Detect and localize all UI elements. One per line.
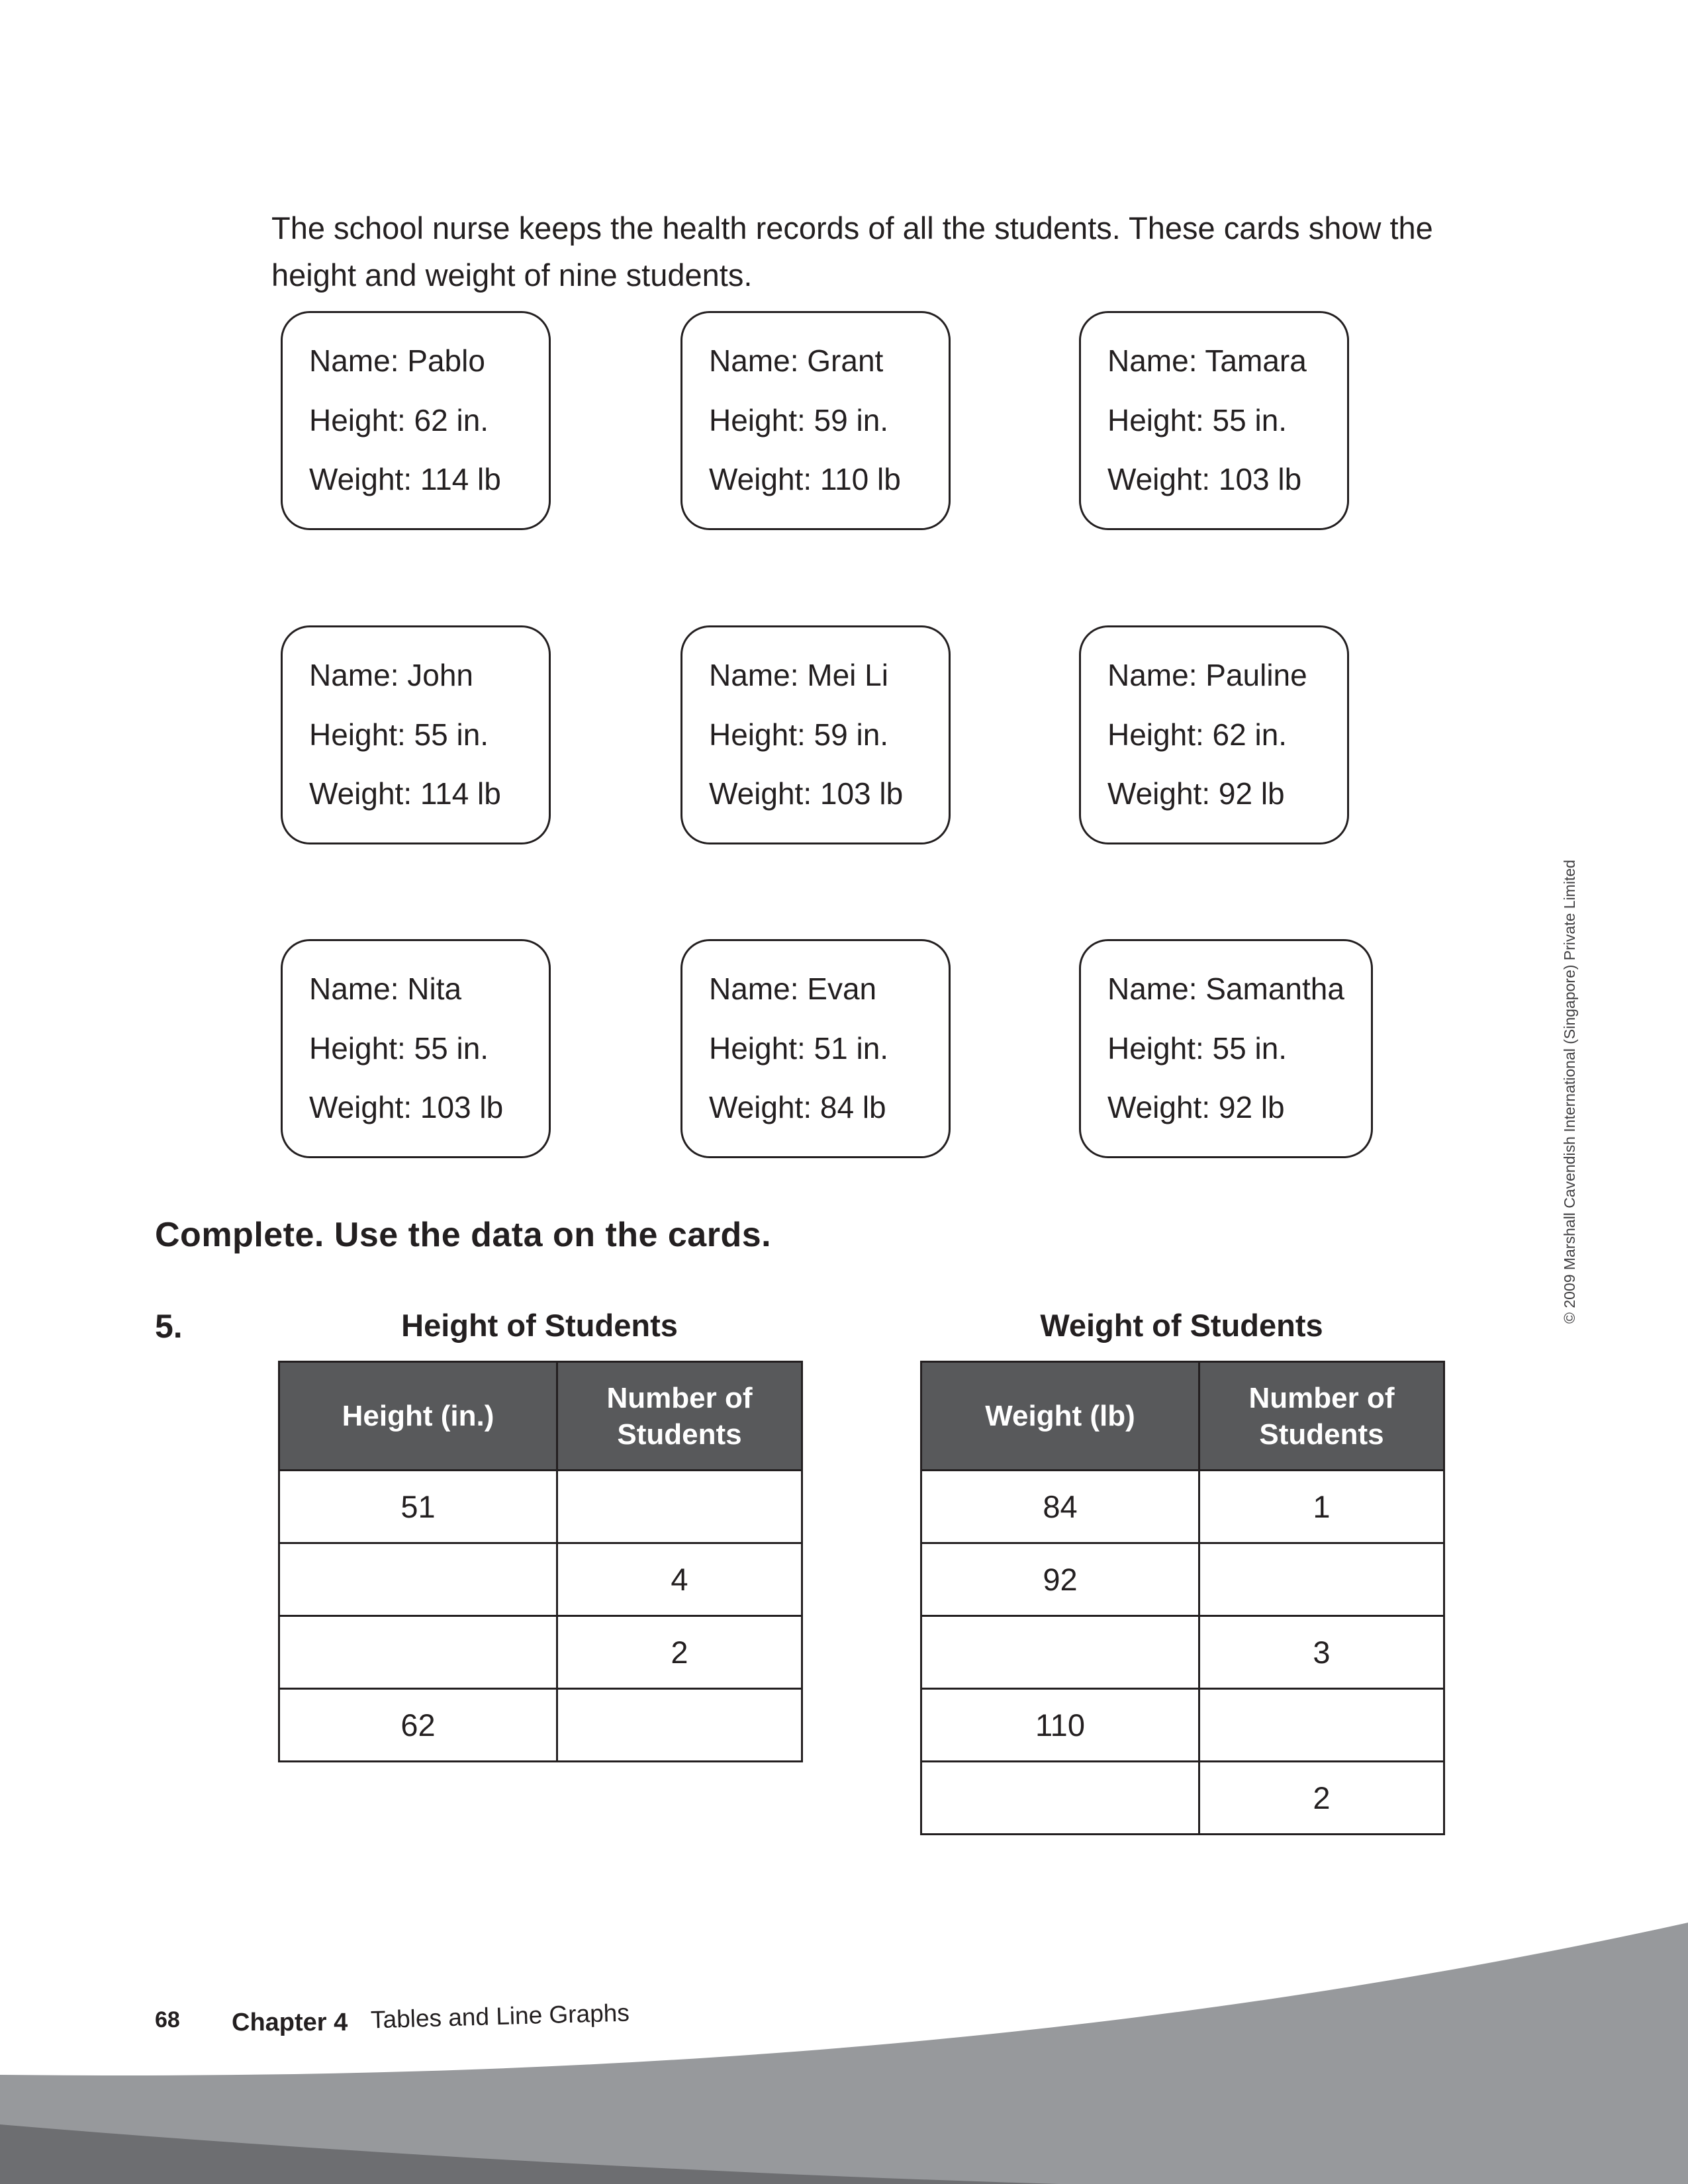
table-row	[921, 1471, 1444, 1543]
weight-table-title: Weight of Students	[1040, 1308, 1323, 1343]
weight-table	[920, 1361, 1445, 1835]
card-weight: Weight: 114 lb	[309, 776, 501, 811]
weight-cell: 110	[921, 1689, 1199, 1762]
weight-cell	[921, 1616, 1199, 1689]
card-weight: Weight: 103 lb	[709, 776, 904, 811]
table-row	[921, 1543, 1444, 1616]
count-cell	[557, 1689, 802, 1762]
count-cell	[1199, 1543, 1444, 1616]
number-of-students-column-header: Number of Students	[557, 1362, 802, 1471]
chapter-title: Tables and Line Graphs	[370, 1999, 630, 2034]
copyright-sidebar-text: © 2009 Marshall Cavendish International (Singapore) Private Limited	[1561, 860, 1578, 1324]
card-name: Name: Tamara	[1107, 343, 1307, 378]
height-column-header: Height (in.)	[279, 1362, 557, 1471]
count-cell: 2	[557, 1616, 802, 1689]
height-table	[278, 1361, 803, 1762]
card-weight: Weight: 114 lb	[309, 462, 501, 497]
number-of-students-column-header: Number of Students	[1199, 1362, 1444, 1471]
table-row	[921, 1762, 1444, 1835]
card-name: Name: Grant	[709, 343, 884, 378]
height-cell: 51	[279, 1471, 557, 1543]
chapter-label: Chapter 4	[232, 2009, 348, 2036]
card-height: Height: 55 in.	[1107, 402, 1288, 437]
instruction-heading: Complete. Use the data on the cards.	[155, 1216, 772, 1254]
count-cell: 4	[557, 1543, 802, 1616]
student-card-john	[281, 625, 551, 844]
count-cell: 1	[1199, 1471, 1444, 1543]
table-row	[279, 1689, 802, 1762]
card-height: Height: 59 in.	[709, 717, 889, 752]
count-cell: 2	[1199, 1762, 1444, 1835]
card-weight: Weight: 103 lb	[1107, 462, 1302, 497]
card-height: Height: 51 in.	[709, 1030, 889, 1066]
card-weight: Weight: 103 lb	[309, 1090, 504, 1125]
table-row	[279, 1471, 802, 1543]
weight-cell: 92	[921, 1543, 1199, 1616]
count-cell: 3	[1199, 1616, 1444, 1689]
table-header-row	[279, 1362, 802, 1471]
count-cell	[1199, 1689, 1444, 1762]
question-number: 5.	[155, 1308, 183, 1345]
card-name: Name: Pauline	[1107, 658, 1307, 692]
height-cell: 62	[279, 1689, 557, 1762]
card-name: Name: Pablo	[309, 343, 485, 378]
card-weight: Weight: 92 lb	[1107, 776, 1285, 811]
card-name: Name: Samantha	[1107, 972, 1344, 1006]
card-weight: Weight: 84 lb	[709, 1090, 886, 1125]
intro-text: The school nurse keeps the health records of all the students. These cards show the height and weight of nine students.	[271, 210, 1433, 293]
table-row	[921, 1616, 1444, 1689]
card-height: Height: 59 in.	[709, 402, 889, 437]
student-card-grant	[680, 311, 951, 530]
card-name: Name: John	[309, 658, 474, 692]
table-row	[921, 1689, 1444, 1762]
height-cell	[279, 1543, 557, 1616]
student-card-pablo	[281, 311, 551, 530]
page-number: 68	[155, 2007, 180, 2032]
student-card-samantha	[1079, 939, 1373, 1158]
weight-cell	[921, 1762, 1199, 1835]
card-name: Name: Mei Li	[709, 658, 888, 692]
student-card-tamara	[1079, 311, 1349, 530]
card-height: Height: 62 in.	[309, 402, 489, 437]
student-card-evan	[680, 939, 951, 1158]
card-height: Height: 55 in.	[1107, 1030, 1288, 1066]
bottom-swoosh-graphic	[0, 1906, 1688, 2184]
table-header-row	[921, 1362, 1444, 1471]
card-weight: Weight: 92 lb	[1107, 1090, 1285, 1125]
height-table-title: Height of Students	[401, 1308, 678, 1343]
table-row	[279, 1616, 802, 1689]
card-name: Name: Evan	[709, 972, 877, 1006]
card-height: Height: 55 in.	[309, 717, 489, 752]
student-card-nita	[281, 939, 551, 1158]
student-card-pauline	[1079, 625, 1349, 844]
weight-cell: 84	[921, 1471, 1199, 1543]
weight-column-header: Weight (lb)	[921, 1362, 1199, 1471]
card-height: Height: 62 in.	[1107, 717, 1288, 752]
card-weight: Weight: 110 lb	[709, 462, 901, 497]
card-name: Name: Nita	[309, 972, 462, 1006]
count-cell	[557, 1471, 802, 1543]
card-height: Height: 55 in.	[309, 1030, 489, 1066]
table-row	[279, 1543, 802, 1616]
student-card-meili	[680, 625, 951, 844]
height-cell	[279, 1616, 557, 1689]
